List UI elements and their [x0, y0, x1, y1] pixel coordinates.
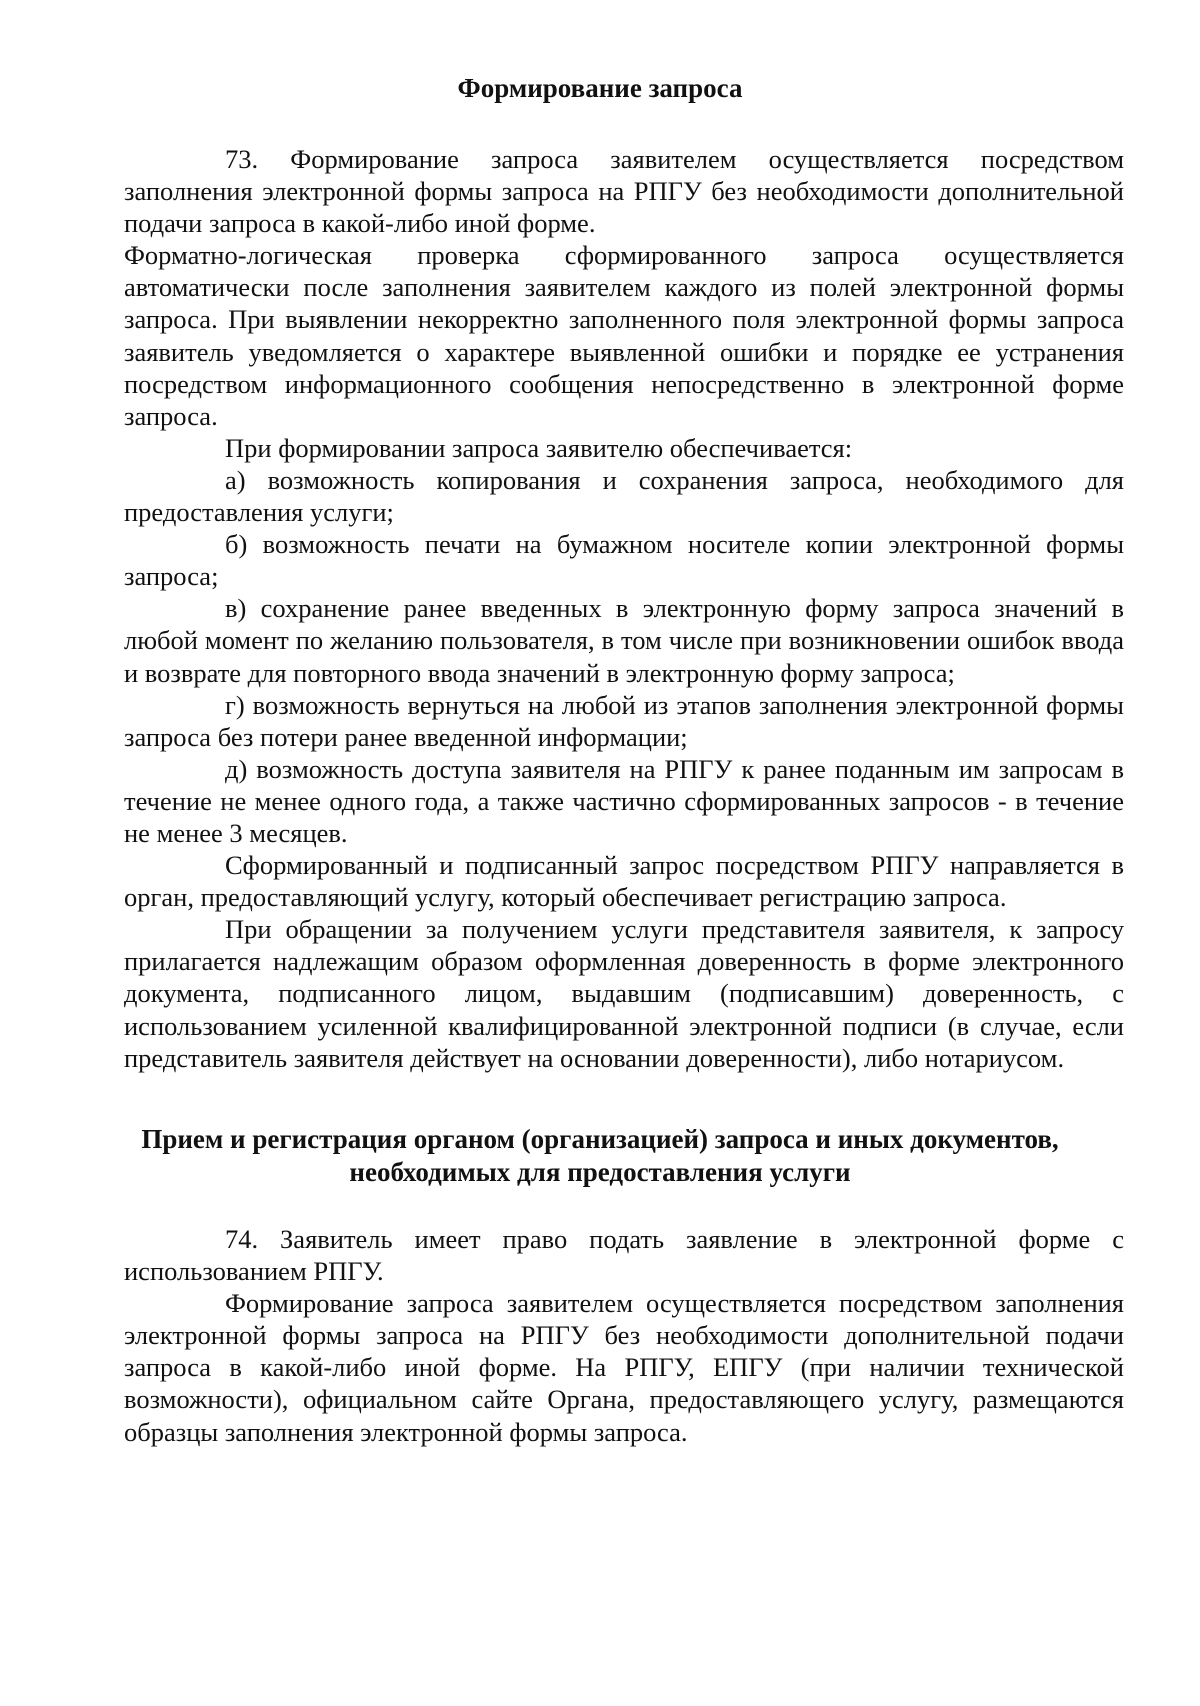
list-item-v: в) сохранение ранее введенных в электронную форму запроса значений в любой момент по желанию пользователя, в том числе при возникновении ошибок ввода и возврате для повторного ввода значений в электронную форму запроса; [124, 593, 1124, 688]
list-item-b: б) возможность печати на бумажном носителе копии электронной формы запроса; [124, 529, 1124, 592]
paragraph-samples-published: Формирование запроса заявителем осуществляется посредством заполнения электронной формы запроса на РПГУ без необходимости дополнительной подачи запроса в какой-либо иной форме. На РПГУ, ЕПГУ (при наличии технической возможности), официальном сайте Органа, предоставляющего услугу, размещаются образцы заполнения электронной формы запроса. [124, 1288, 1124, 1447]
section-title-line-2: необходимых для предоставления услуги [349, 1157, 851, 1187]
paragraph-representative: При обращении за получением услуги представителя заявителя, к запросу прилагается надлежащим образом оформленная доверенность в форме электронного документа, подписанного лицом, выдавшим (подписавшим) доверенность, с использованием усиленной квалифицированной электронной подписи (в случае, если представитель заявителя действует на основании доверенности), либо нотариусом. [124, 914, 1124, 1073]
paragraph-format-check: Форматно-логическая проверка сформированного запроса осуществляется автоматически после заполнения заявителем каждого из полей электронной формы запроса. При выявлении некорректно заполненного поля электронной формы запроса заявитель уведомляется о характере выявленной ошибки и порядке ее устранения посредством информационного сообщения непосредственно в электронной форме запроса. [124, 240, 1124, 431]
section-body-reception-registration [124, 1223, 1124, 1448]
section-title-request-formation: Формирование запроса [457, 73, 743, 103]
section-title-line-1: Прием и регистрация органом (организацией) запроса и иных документов, [141, 1124, 1059, 1154]
section-title-reception-registration [120, 1123, 1080, 1189]
paragraph-73: 73. Формирование запроса заявителем осуществляется посредством заполнения электронной формы запроса на РПГУ без необходимости дополнительной подачи запроса в какой-либо иной форме. [124, 144, 1124, 239]
section-body-request-formation [124, 143, 1124, 1074]
list-item-d: д) возможность доступа заявителя на РПГУ к ранее поданным им запросам в течение не менее одного года, а также частично сформированных запросов - в течение не менее 3 месяцев. [124, 753, 1124, 848]
paragraph-74: 74. Заявитель имеет право подать заявление в электронной форме с использованием РПГУ. [124, 1224, 1124, 1287]
paragraph-request-sent: Сформированный и подписанный запрос посредством РПГУ направляется в орган, предоставляющий услугу, который обеспечивает регистрацию запроса. [124, 850, 1124, 913]
list-item-a: а) возможность копирования и сохранения запроса, необходимого для предоставления услуги; [124, 464, 1124, 528]
paragraph-provided-list-intro: При формировании запроса заявителю обеспечивается: [225, 432, 853, 463]
list-item-g: г) возможность вернуться на любой из этапов заполнения электронной формы запроса без потери ранее введенной информации; [124, 689, 1124, 752]
